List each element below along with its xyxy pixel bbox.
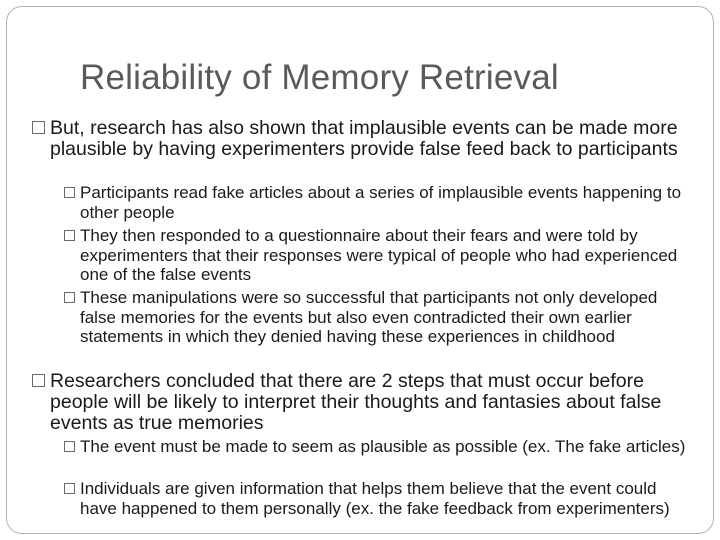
sub-bullet-2-2-text: Individuals are given information that helps them believe that the event could have happened to them personally (ex. the fake feedback from experimenters)	[80, 479, 670, 518]
sub-bullet-1-1-text: Participants read fake articles about a series of implausible events happening to other people	[80, 183, 682, 222]
sub-bullet-2-2	[80, 479, 690, 518]
bullet-2-text: Researchers concluded that there are 2 steps that must occur before people will be likely to interpret their thoughts and fantasies about false events as true memories	[50, 370, 662, 434]
bullet-box-icon	[64, 292, 75, 303]
bullet-box-icon	[64, 483, 75, 494]
sub-bullet-2-1	[80, 437, 690, 457]
slide-title: Reliability of Memory Retrieval	[80, 58, 559, 97]
bullet-box-icon	[32, 374, 45, 387]
sub-bullet-2-1-text: The event must be made to seem as plausible as possible (ex. The fake articles)	[80, 437, 686, 456]
sub-bullet-1-2	[80, 226, 690, 285]
bullet-box-icon	[64, 187, 75, 198]
bullet-1-text: But, research has also shown that implausible events can be made more plausible by having experimenters provide false feed back to participants	[50, 117, 678, 160]
bullet-box-icon	[32, 121, 45, 134]
sub-bullet-1-3	[80, 288, 690, 347]
bullet-box-icon	[64, 230, 75, 241]
sub-bullet-1-1	[80, 183, 690, 222]
sub-bullet-1-2-text: They then responded to a questionnaire about their fears and were told by experimenters that their responses were typical of people who had experienced one of the false events	[80, 226, 678, 284]
bullet-2	[50, 371, 690, 434]
bullet-box-icon	[64, 441, 75, 452]
bullet-1	[50, 118, 690, 160]
sub-bullet-1-3-text: These manipulations were so successful that participants not only developed false memories for the events but also even contradicted their own earlier statements in which they denied having these experiences in childhood	[80, 288, 658, 346]
